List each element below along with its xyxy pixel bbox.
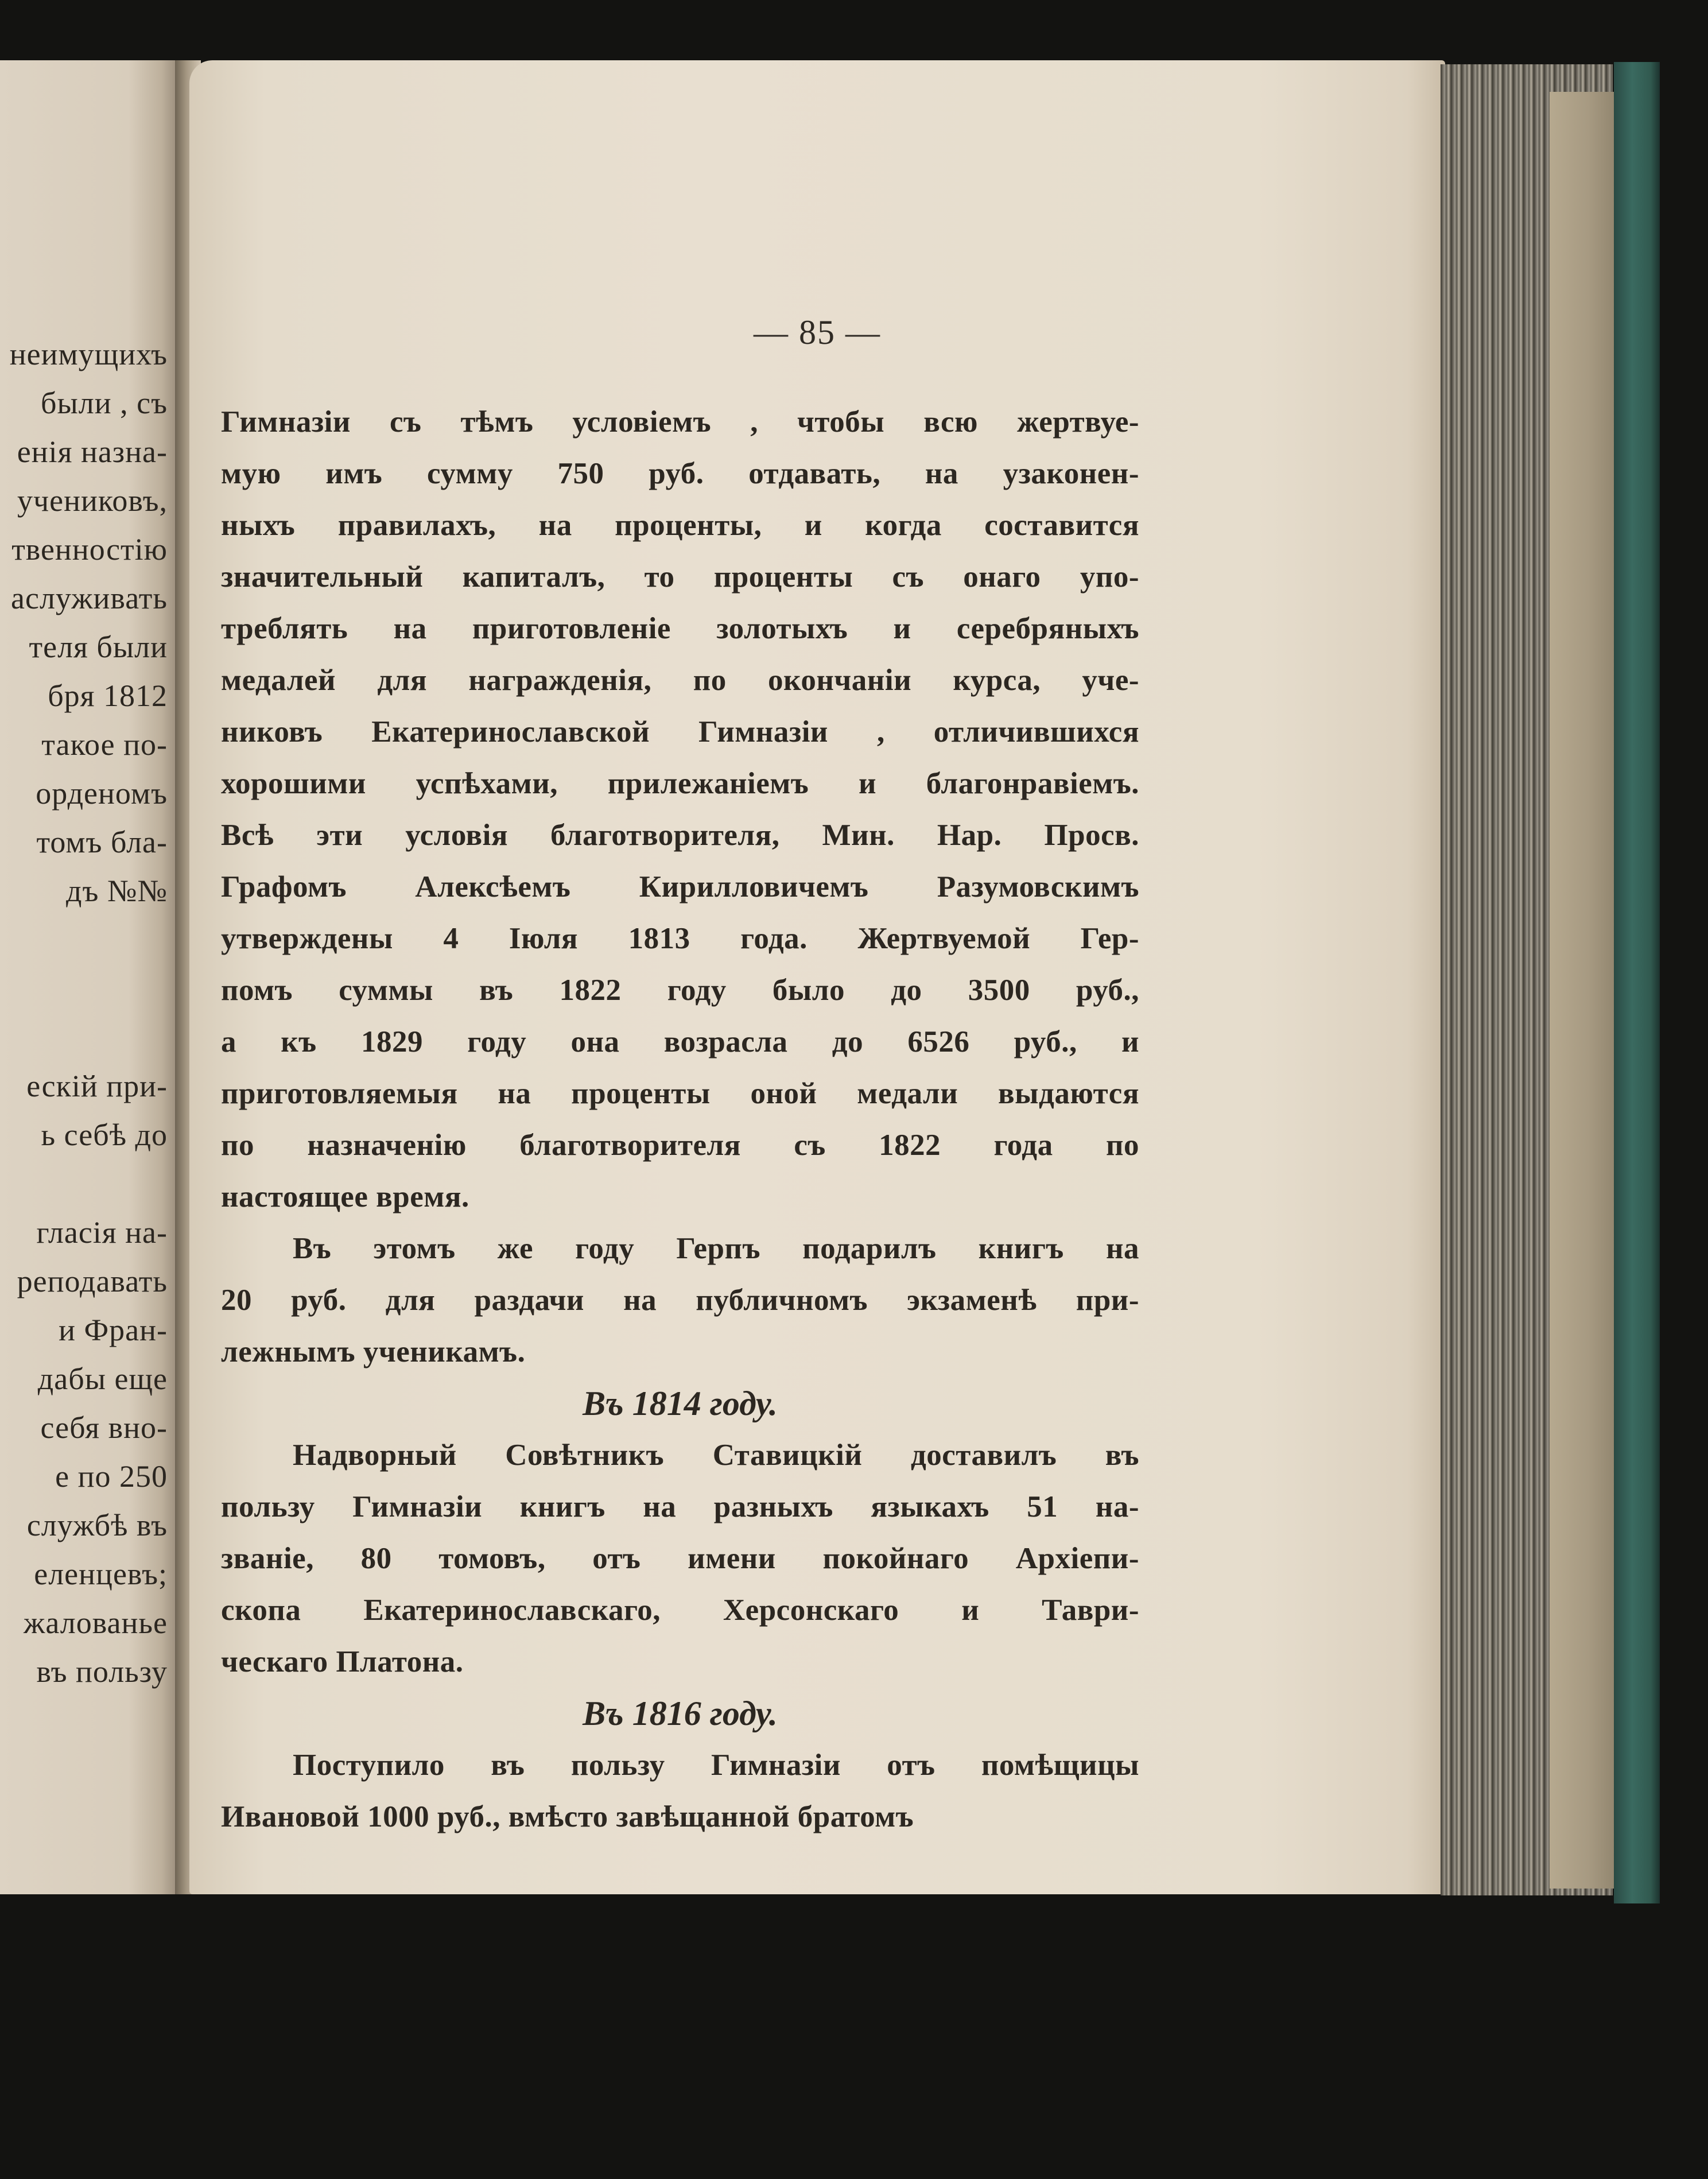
left-page-line: ескій при- — [26, 1069, 168, 1103]
text-line: Ивановой 1000 руб., вмѣсто завѣщанной братомъ — [221, 1800, 914, 1833]
section-heading-1814: Въ 1814 году. — [583, 1385, 778, 1422]
left-page-line: учениковъ, — [17, 483, 168, 518]
left-page-line — [0, 1013, 168, 1062]
text-line: пользу Гимназіи книгъ на разныхъ языкахъ 51 на- — [221, 1490, 1139, 1523]
text-line: приготовляемыя на проценты оной медали выдаются — [221, 1077, 1139, 1110]
text-line: никовъ Екатеринославской Гимназіи , отличившихся — [221, 715, 1139, 749]
page-number: — 85 — — [754, 313, 881, 351]
left-page-line — [0, 916, 168, 964]
left-page-line: е по 250 — [55, 1459, 168, 1494]
text-line: лежнымъ ученикамъ. — [221, 1335, 526, 1368]
left-page-line: и Фран- — [59, 1313, 168, 1347]
left-page-line: такое по- — [41, 727, 168, 762]
book-cover-edge — [1614, 62, 1660, 1903]
paragraph-2 — [221, 1223, 1139, 1378]
text-line: помъ суммы въ 1822 году было до 3500 руб., — [221, 974, 1139, 1007]
text-line: Поступило въ пользу Гимназіи отъ помѣщицы — [293, 1748, 1139, 1782]
text-line: настоящее время. — [221, 1180, 469, 1213]
left-page-line: ь себѣ до — [41, 1118, 168, 1152]
left-page-line: себя вно- — [40, 1410, 168, 1445]
text-line: Въ этомъ же году Герпъ подарилъ книгъ на — [293, 1232, 1139, 1265]
paragraph-4 — [221, 1739, 1139, 1843]
text-line: скопа Екатеринославскаго, Херсонскаго и Таври- — [221, 1593, 1139, 1627]
left-page-line: теля были — [29, 630, 168, 664]
left-page — [0, 60, 184, 1894]
left-page-line: въ пользу — [36, 1654, 168, 1689]
left-page-line: жалованье — [24, 1606, 168, 1640]
text-line: а къ 1829 году она возрасла до 6526 руб., и — [221, 1025, 1139, 1059]
left-page-line: твенностію — [11, 532, 168, 567]
text-line: ныхъ правилахъ, на проценты, и когда составится — [221, 509, 1139, 542]
left-page-line — [0, 1160, 168, 1208]
paragraph-3 — [221, 1429, 1139, 1688]
page-body — [221, 396, 1139, 1843]
text-line: 20 руб. для раздачи на публичномъ экзаменѣ при- — [221, 1284, 1139, 1317]
text-line: званіе, 80 томовъ, отъ имени покойнаго Архіепи- — [221, 1542, 1139, 1575]
left-page-line: бря 1812 — [48, 678, 168, 713]
text-line: Гимназіи съ тѣмъ условіемъ , чтобы всю жертвуе- — [221, 405, 1139, 439]
left-page-line: еленцевъ; — [34, 1557, 168, 1591]
text-line: Графомъ Алексѣемъ Кирилловичемъ Разумовскимъ — [221, 870, 1139, 904]
text-line: мую имъ сумму 750 руб. отдавать, на узаконен- — [221, 457, 1139, 490]
left-page-line: службѣ въ — [26, 1508, 168, 1542]
right-page — [189, 60, 1445, 1894]
text-line: треблять на приготовленіе золотыхъ и серебряныхъ — [221, 612, 1139, 645]
left-page-line: орденомъ — [36, 776, 168, 811]
section-heading-1816: Въ 1816 году. — [583, 1695, 778, 1732]
text-line: Надворный Совѣтникъ Ставицкій доставилъ въ — [293, 1439, 1139, 1472]
text-line: хорошими успѣхами, прилежаніемъ и благонравіемъ. — [221, 767, 1139, 800]
left-page-line: гласія на- — [36, 1215, 168, 1250]
left-page-line: дъ №№ — [66, 874, 168, 908]
text-line: Всѣ эти условія благотворителя, Мин. Нар. Просв. — [221, 819, 1139, 852]
left-page-line — [0, 964, 168, 1013]
left-page-line: неимущихъ — [9, 337, 168, 371]
page-block-edge-light — [1550, 92, 1614, 1889]
left-page-line: дабы еще — [37, 1362, 168, 1396]
left-page-line: были , съ — [41, 386, 168, 420]
left-page-line: реподавать — [17, 1264, 168, 1298]
paragraph-1 — [221, 396, 1139, 1223]
text-line: медалей для награжденія, по окончаніи курса, уче- — [221, 664, 1139, 697]
left-page-line: аслуживать — [11, 581, 168, 615]
text-line: ческаго Платона. — [221, 1645, 464, 1678]
left-page-line: томъ бла- — [36, 825, 168, 859]
text-line: по назначенію благотворителя съ 1822 года по — [221, 1129, 1139, 1162]
left-page-line: енія назна- — [17, 435, 168, 469]
text-line: утверждены 4 Іюля 1813 года. Жертвуемой Гер- — [221, 922, 1139, 955]
left-page-text — [0, 330, 168, 1696]
text-line: значительный капиталъ, то проценты съ онаго упо- — [221, 560, 1139, 594]
